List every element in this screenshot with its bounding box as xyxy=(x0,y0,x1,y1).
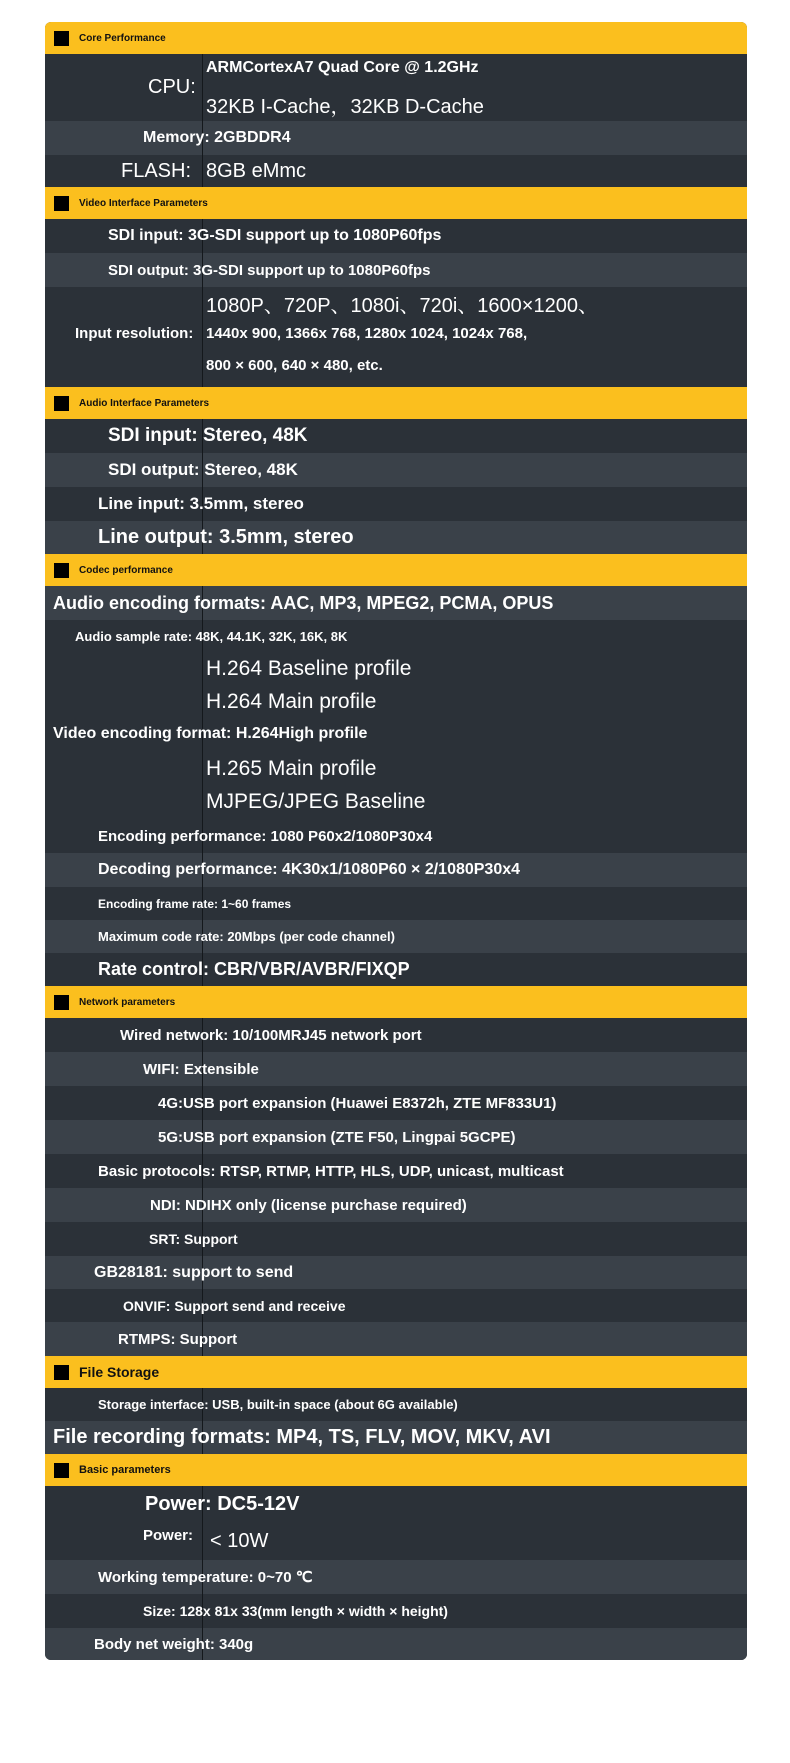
spec-text: File recording formats: MP4, TS, FLV, MOV, MKV, AVI xyxy=(53,1426,551,1448)
bullet-square-icon xyxy=(54,1463,69,1478)
spec-text: Basic protocols: RTSP, RTMP, HTTP, HLS, UDP, unicast, multicast xyxy=(98,1162,564,1180)
spec-text: SDI output: 3G-SDI support up to 1080P60fps xyxy=(108,261,431,279)
resolution-label: Input resolution: xyxy=(75,325,194,342)
section-title: Core Performance xyxy=(79,32,166,44)
spec-row-temperature xyxy=(45,1560,747,1594)
cache-value: 32KB I-Cache，32KB D-Cache xyxy=(206,96,484,118)
spec-row-power-input xyxy=(45,1486,747,1522)
cpu-value: ARMCortexA7 Quad Core @ 1.2GHz xyxy=(206,59,479,76)
section-header-audio xyxy=(45,387,747,419)
section-title: Video Interface Parameters xyxy=(79,197,208,209)
spec-text: Line output: 3.5mm, stereo xyxy=(98,526,354,548)
spec-row-5g xyxy=(45,1120,747,1154)
bullet-square-icon xyxy=(54,995,69,1010)
spec-text: Maximum code rate: 20Mbps (per code channel) xyxy=(98,929,395,944)
spec-text: 5G:USB port expansion (ZTE F50, Lingpai 5GCPE) xyxy=(158,1128,516,1146)
video-format-2: H.264 Main profile xyxy=(206,690,377,713)
flash-label: FLASH: xyxy=(121,160,192,182)
video-format-1: H.264 Baseline profile xyxy=(206,657,412,680)
spec-text: Wired network: 10/100MRJ45 network port xyxy=(120,1026,422,1044)
section-header-storage xyxy=(45,1356,747,1388)
spec-text: Storage interface: USB, built-in space (about 6G available) xyxy=(98,1397,458,1412)
flash-value: 8GB eMmc xyxy=(206,160,307,182)
section-title: Network parameters xyxy=(79,996,176,1008)
spec-row-rate-control xyxy=(45,953,747,986)
bullet-square-icon xyxy=(54,31,69,46)
section-header-basic xyxy=(45,1454,747,1486)
section-header-codec xyxy=(45,554,747,586)
section-header-core xyxy=(45,22,747,54)
spec-row-protocols xyxy=(45,1154,747,1188)
spec-row-storage-interface xyxy=(45,1388,747,1421)
spec-row-input-resolution xyxy=(45,287,747,387)
video-format-label: Video encoding format: H.264High profile xyxy=(53,725,368,742)
resolution-line-1: 1080P、720P、1080i、720i、1600×1200、 xyxy=(206,295,598,317)
spec-row-audio-sample-rate xyxy=(45,620,747,653)
spec-text: Body net weight: 340g xyxy=(94,1635,254,1653)
section-header-network xyxy=(45,986,747,1018)
spec-row-audio-sdi-output xyxy=(45,453,747,487)
spec-text: Line input: 3.5mm, stereo xyxy=(98,494,304,513)
spec-row-audio-sdi-input xyxy=(45,419,747,453)
section-title: Basic parameters xyxy=(79,1464,171,1476)
spec-text: Power: DC5-12V xyxy=(145,1492,300,1515)
bullet-square-icon xyxy=(54,196,69,211)
spec-row-memory xyxy=(45,121,747,155)
resolution-line-3: 800 × 600, 640 × 480, etc. xyxy=(206,357,383,374)
video-format-4: MJPEG/JPEG Baseline xyxy=(206,790,426,813)
section-header-video xyxy=(45,187,747,219)
section-title: Codec performance xyxy=(79,564,173,576)
spec-row-max-rate xyxy=(45,920,747,953)
power-label: Power: xyxy=(143,1527,194,1544)
power-value: < 10W xyxy=(210,1530,269,1552)
spec-row-decoding-performance xyxy=(45,853,747,887)
bullet-square-icon xyxy=(54,1365,69,1380)
spec-text: Rate control: CBR/VBR/AVBR/FIXQP xyxy=(98,959,410,979)
spec-row-recording-formats xyxy=(45,1421,747,1454)
spec-row-cpu xyxy=(45,54,747,121)
spec-row-line-input xyxy=(45,487,747,521)
bullet-square-icon xyxy=(54,563,69,578)
spec-row-srt xyxy=(45,1222,747,1256)
spec-text: Decoding performance: 4K30x1/1080P60 × 2/1080P30x4 xyxy=(98,861,521,878)
spec-text: ONVIF: Support send and receive xyxy=(123,1297,346,1314)
spec-row-size xyxy=(45,1594,747,1628)
video-format-3: H.265 Main profile xyxy=(206,757,377,780)
spec-text: Audio encoding formats: AAC, MP3, MPEG2, PCMA, OPUS xyxy=(53,592,554,613)
spec-row-wired xyxy=(45,1018,747,1052)
spec-row-sdi-input xyxy=(45,219,747,253)
spec-row-onvif xyxy=(45,1289,747,1322)
spec-row-wifi xyxy=(45,1052,747,1086)
spec-row-video-encoding xyxy=(45,653,747,820)
section-title: Audio Interface Parameters xyxy=(79,397,210,409)
spec-row-frame-rate xyxy=(45,887,747,920)
spec-row-ndi xyxy=(45,1188,747,1222)
spec-row-gb28181 xyxy=(45,1256,747,1289)
spec-sheet xyxy=(45,22,747,1660)
spec-text: Audio sample rate: 48K, 44.1K, 32K, 16K, 8K xyxy=(75,629,348,644)
spec-row-flash xyxy=(45,155,747,187)
spec-text: NDI: NDIHX only (license purchase required) xyxy=(150,1196,467,1214)
spec-row-power-consumption xyxy=(45,1522,747,1560)
spec-row-line-output xyxy=(45,521,747,554)
spec-row-sdi-output xyxy=(45,253,747,287)
spec-row-audio-encoding xyxy=(45,586,747,620)
spec-text: SDI input: 3G-SDI support up to 1080P60fps xyxy=(108,227,442,244)
spec-text: Encoding performance: 1080 P60x2/1080P30x4 xyxy=(98,828,433,845)
spec-row-encoding-performance xyxy=(45,820,747,853)
spec-row-weight xyxy=(45,1628,747,1660)
bullet-square-icon xyxy=(54,396,69,411)
spec-text: 4G:USB port expansion (Huawei E8372h, ZTE MF833U1) xyxy=(158,1094,557,1112)
spec-row-rtmps xyxy=(45,1322,747,1356)
section-title: File Storage xyxy=(79,1364,160,1380)
spec-text: Working temperature: 0~70 ℃ xyxy=(98,1569,313,1586)
spec-text: Encoding frame rate: 1~60 frames xyxy=(98,896,292,911)
spec-row-4g xyxy=(45,1086,747,1120)
spec-text: SDI output: Stereo, 48K xyxy=(108,460,298,479)
spec-text: WIFI: Extensible xyxy=(143,1060,259,1078)
spec-text: Memory: 2GBDDR4 xyxy=(143,129,291,146)
spec-text: SRT: Support xyxy=(149,1231,238,1247)
spec-text: RTMPS: Support xyxy=(118,1330,238,1348)
cpu-label: CPU: xyxy=(148,76,196,98)
spec-text: Size: 128x 81x 33(mm length × width × height) xyxy=(143,1603,448,1619)
spec-text: SDI input: Stereo, 48K xyxy=(108,425,308,446)
resolution-line-2: 1440x 900, 1366x 768, 1280x 1024, 1024x 768, xyxy=(206,325,528,342)
spec-text: GB28181: support to send xyxy=(94,1263,294,1281)
